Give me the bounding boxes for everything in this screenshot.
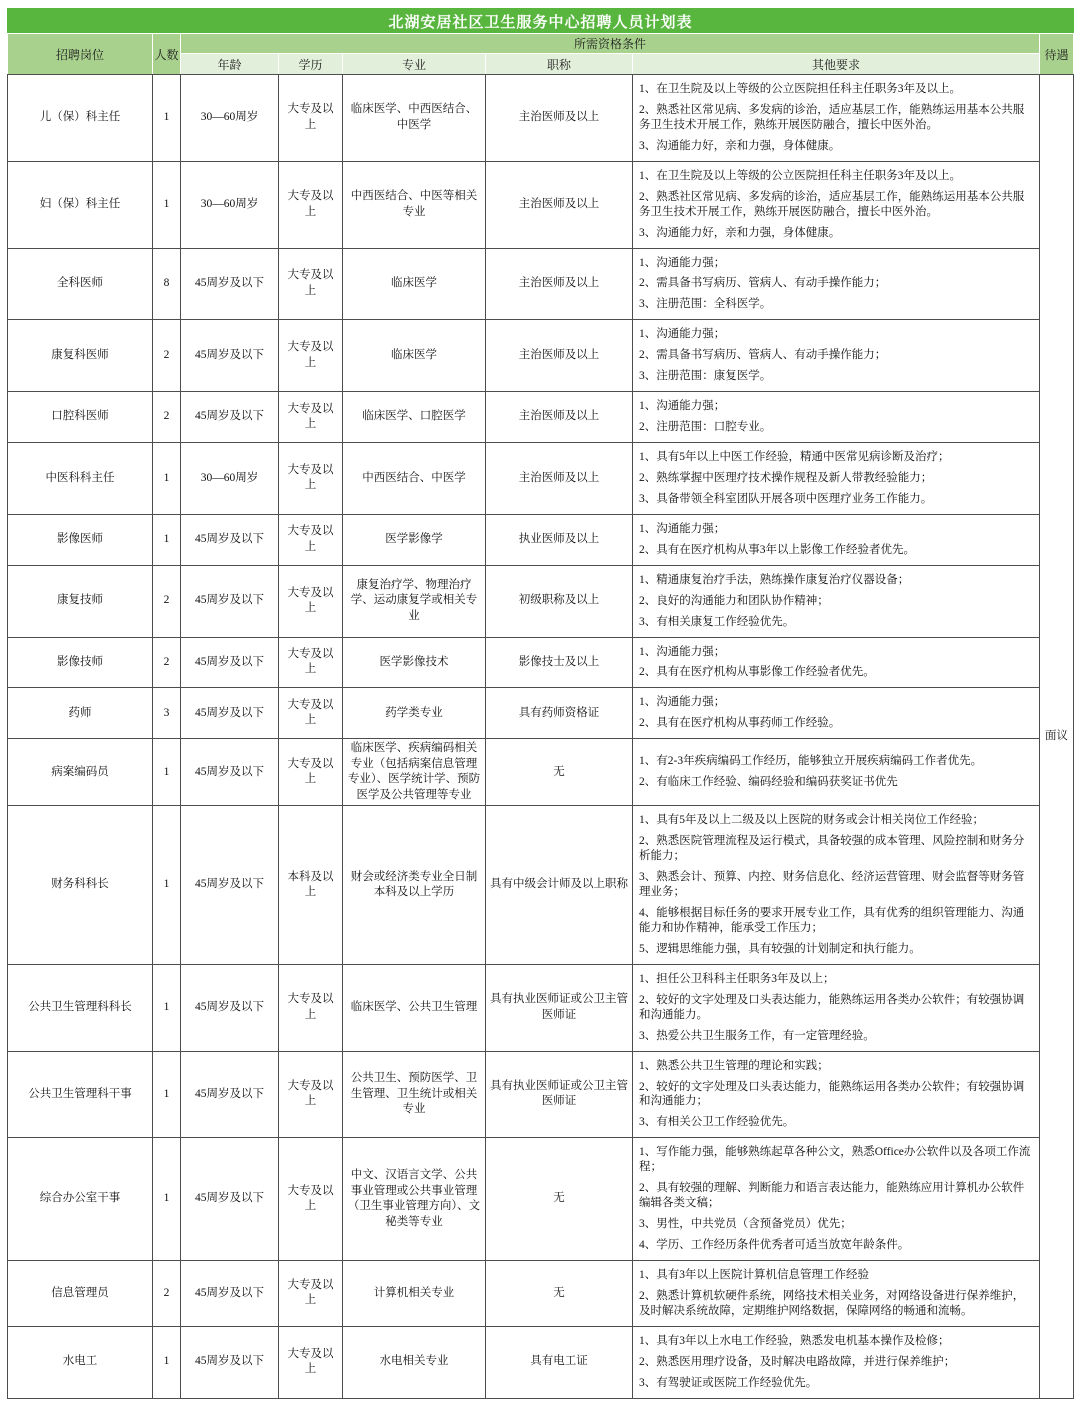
cell-count: 1 — [153, 739, 181, 806]
cell-major: 医学影像学 — [343, 514, 486, 565]
cell-major: 临床医学、公共卫生管理 — [343, 964, 486, 1051]
cell-education: 大专及以上 — [279, 964, 343, 1051]
cell-age: 45周岁及以下 — [181, 806, 279, 965]
requirement-line: 3、有相关公卫工作经验优先。 — [639, 1116, 795, 1129]
col-header-compensation: 待遇 — [1040, 34, 1074, 75]
cell-major: 公共卫生、预防医学、卫生管理、卫生统计或相关专业 — [343, 1051, 486, 1138]
requirement-line: 2、熟悉社区常见病、多发病的诊治，适应基层工作，能熟练运用基本公共服务卫生技术开展工作，熟练开展医防融合，擅长中医外治。 — [639, 190, 1025, 218]
requirement-line: 1、具有5年以上中医工作经验，精通中医常见病诊断及治疗； — [639, 451, 950, 463]
cell-age: 45周岁及以下 — [181, 392, 279, 443]
cell-professional-title: 具有药师资格证 — [486, 688, 633, 739]
cell-education: 大专及以上 — [279, 248, 343, 320]
cell-education: 大专及以上 — [279, 161, 343, 248]
table-row — [8, 637, 1074, 688]
cell-count: 2 — [153, 637, 181, 688]
cell-requirements — [633, 1326, 1040, 1398]
cell-requirements — [633, 688, 1040, 739]
cell-count: 1 — [153, 161, 181, 248]
cell-position: 中医科科主任 — [8, 443, 153, 515]
cell-position: 影像技师 — [8, 637, 153, 688]
requirement-line: 1、有2-3年疾病编码工作经历，能够独立开展疾病编码工作者优先。 — [639, 755, 983, 768]
cell-count: 2 — [153, 320, 181, 392]
cell-count: 2 — [153, 392, 181, 443]
requirement-line: 3、注册范围：康复医学。 — [639, 370, 772, 383]
cell-count: 1 — [153, 1051, 181, 1138]
cell-count: 1 — [153, 964, 181, 1051]
cell-professional-title: 无 — [486, 1260, 633, 1326]
cell-education: 大专及以上 — [279, 1260, 343, 1326]
cell-education: 大专及以上 — [279, 565, 343, 637]
cell-major: 康复治疗学、物理治疗学、运动康复学或相关专业 — [343, 565, 486, 637]
cell-education: 大专及以上 — [279, 75, 343, 162]
requirement-line: 3、有驾驶证或医院工作经验优先。 — [639, 1376, 818, 1389]
cell-requirements — [633, 248, 1040, 320]
cell-professional-title: 无 — [486, 1138, 633, 1261]
cell-requirements — [633, 443, 1040, 515]
requirement-line: 3、沟通能力好，亲和力强，身体健康。 — [639, 139, 841, 152]
cell-position: 公共卫生管理科科长 — [8, 964, 153, 1051]
cell-position: 公共卫生管理科干事 — [8, 1051, 153, 1138]
cell-education: 大专及以上 — [279, 443, 343, 515]
requirement-line: 2、良好的沟通能力和团队协作精神； — [639, 594, 829, 607]
requirement-line: 2、熟悉医用理疗设备，及时解决电路故障，并进行保养维护； — [639, 1355, 956, 1368]
cell-professional-title: 初级职称及以上 — [486, 565, 633, 637]
requirement-line: 2、需具备书写病历、管病人、有动手操作能力； — [639, 277, 887, 290]
cell-requirements — [633, 1260, 1040, 1326]
cell-position: 综合办公室干事 — [8, 1138, 153, 1261]
cell-major: 中西医结合、中医等相关专业 — [343, 161, 486, 248]
cell-professional-title: 主治医师及以上 — [486, 392, 633, 443]
cell-major: 临床医学、中西医结合、中医学 — [343, 75, 486, 162]
requirement-line: 1、写作能力强，能够熟练起草各种公文，熟悉Office办公软件以及各项工作流程； — [639, 1146, 1031, 1174]
cell-professional-title: 具有中级会计师及以上职称 — [486, 806, 633, 965]
cell-age: 45周岁及以下 — [181, 514, 279, 565]
cell-age: 45周岁及以下 — [181, 637, 279, 688]
requirement-line: 3、熟悉会计、预算、内控、财务信息化、经济运营管理、财会监督等财务管理业务； — [639, 871, 1025, 899]
cell-major: 财会或经济类专业全日制本科及以上学历 — [343, 806, 486, 965]
requirement-line: 1、沟通能力强； — [639, 645, 726, 658]
requirement-line: 4、学历、工作经历条件优秀者可适当放宽年龄条件。 — [639, 1239, 910, 1251]
col-header-other-requirements: 其他要求 — [633, 54, 1040, 75]
requirement-line: 2、较好的文字处理及口头表达能力，能熟练运用各类办公软件；有较强协调和沟通能力； — [639, 1080, 1025, 1108]
table-row — [8, 806, 1074, 965]
table-title: 北湖安居社区卫生服务中心招聘人员计划表 — [8, 9, 1074, 34]
cell-position: 影像医师 — [8, 514, 153, 565]
cell-professional-title: 主治医师及以上 — [486, 443, 633, 515]
requirement-line: 1、沟通能力强； — [639, 256, 726, 269]
col-header-professional-title: 职称 — [486, 54, 633, 75]
cell-count: 2 — [153, 565, 181, 637]
header-row — [8, 34, 1074, 54]
cell-professional-title: 主治医师及以上 — [486, 248, 633, 320]
table-row — [8, 739, 1074, 806]
cell-education: 大专及以上 — [279, 1051, 343, 1138]
cell-position: 口腔科医师 — [8, 392, 153, 443]
requirement-line: 3、有相关康复工作经验优先。 — [639, 615, 795, 628]
cell-count: 2 — [153, 1260, 181, 1326]
table-header — [8, 9, 1074, 75]
cell-age: 45周岁及以下 — [181, 688, 279, 739]
cell-requirements — [633, 75, 1040, 162]
cell-position: 信息管理员 — [8, 1260, 153, 1326]
cell-requirements — [633, 806, 1040, 965]
cell-age: 45周岁及以下 — [181, 1138, 279, 1261]
cell-position: 药师 — [8, 688, 153, 739]
cell-count: 1 — [153, 443, 181, 515]
cell-education: 大专及以上 — [279, 514, 343, 565]
cell-compensation: 面议 — [1040, 75, 1074, 1399]
col-header-education: 学历 — [279, 54, 343, 75]
cell-position: 康复技师 — [8, 565, 153, 637]
requirement-line: 3、注册范围：全科医学。 — [639, 298, 772, 311]
requirement-line: 2、需具备书写病历、管病人、有动手操作能力； — [639, 349, 887, 362]
cell-education: 大专及以上 — [279, 688, 343, 739]
requirement-line: 2、具有在医疗机构从事药师工作经验。 — [639, 717, 841, 730]
table-row — [8, 1051, 1074, 1138]
table-row — [8, 75, 1074, 162]
cell-professional-title: 无 — [486, 739, 633, 806]
cell-education: 大专及以上 — [279, 739, 343, 806]
cell-age: 45周岁及以下 — [181, 320, 279, 392]
requirement-line: 2、注册范围：口腔专业。 — [639, 421, 772, 434]
cell-requirements — [633, 161, 1040, 248]
cell-age: 45周岁及以下 — [181, 739, 279, 806]
table-row — [8, 964, 1074, 1051]
requirement-line: 1、沟通能力强； — [639, 522, 726, 535]
cell-professional-title: 具有执业医师证或公卫主管医师证 — [486, 964, 633, 1051]
requirement-line: 1、具有5年及以上二级及以上医院的财务或会计相关岗位工作经验； — [639, 814, 984, 827]
cell-count: 3 — [153, 688, 181, 739]
cell-requirements — [633, 637, 1040, 688]
table-row — [8, 161, 1074, 248]
requirement-line: 2、具有在医疗机构从事3年以上影像工作经验者优先。 — [639, 543, 915, 556]
cell-count: 1 — [153, 1326, 181, 1398]
cell-requirements — [633, 320, 1040, 392]
cell-age: 45周岁及以下 — [181, 1051, 279, 1138]
requirement-line: 2、有临床工作经验、编码经验和编码获奖证书优先 — [639, 776, 898, 789]
cell-professional-title: 影像技士及以上 — [486, 637, 633, 688]
cell-education: 大专及以上 — [279, 637, 343, 688]
cell-position: 康复科医师 — [8, 320, 153, 392]
title-row — [8, 9, 1074, 34]
requirement-line: 1、具有3年以上医院计算机信息管理工作经验 — [639, 1268, 869, 1281]
cell-count: 1 — [153, 514, 181, 565]
cell-major: 水电相关专业 — [343, 1326, 486, 1398]
cell-count: 1 — [153, 75, 181, 162]
recruitment-table — [7, 8, 1074, 1399]
cell-position: 妇（保）科主任 — [8, 161, 153, 248]
col-header-major: 专业 — [343, 54, 486, 75]
cell-education: 本科及以上 — [279, 806, 343, 965]
requirement-line: 2、熟练掌握中医理疗技术操作规程及新人带教经验能力； — [639, 471, 933, 484]
cell-position: 全科医师 — [8, 248, 153, 320]
requirement-line: 1、担任公卫科科主任职务3年及以上； — [639, 972, 835, 985]
table-row — [8, 392, 1074, 443]
col-header-position: 招聘岗位 — [8, 34, 153, 75]
table-row — [8, 1326, 1074, 1398]
cell-age: 45周岁及以下 — [181, 1326, 279, 1398]
cell-major: 临床医学 — [343, 248, 486, 320]
table-row — [8, 514, 1074, 565]
cell-requirements — [633, 1138, 1040, 1261]
cell-professional-title: 具有电工证 — [486, 1326, 633, 1398]
requirement-line: 2、熟悉医院管理流程及运行模式，具备较强的成本管理、风险控制和财务分析能力； — [639, 835, 1025, 863]
table-row — [8, 565, 1074, 637]
cell-requirements — [633, 1051, 1040, 1138]
cell-position: 水电工 — [8, 1326, 153, 1398]
requirement-line: 2、较好的文字处理及口头表达能力，能熟练运用各类办公软件；有较强协调和沟通能力。 — [639, 993, 1025, 1021]
cell-requirements — [633, 392, 1040, 443]
cell-major: 医学影像技术 — [343, 637, 486, 688]
cell-age: 45周岁及以下 — [181, 248, 279, 320]
requirement-line: 2、具有在医疗机构从事影像工作经验者优先。 — [639, 666, 875, 679]
col-header-qualifications: 所需资格条件 — [181, 34, 1040, 54]
cell-requirements — [633, 739, 1040, 806]
cell-major: 计算机相关专业 — [343, 1260, 486, 1326]
cell-count: 8 — [153, 248, 181, 320]
requirement-line: 2、具有较强的理解、判断能力和语言表达能力，能熟练应用计算机办公软件编辑各类文稿； — [639, 1182, 1025, 1210]
table-row — [8, 320, 1074, 392]
cell-position: 财务科科长 — [8, 806, 153, 965]
cell-education: 大专及以上 — [279, 1138, 343, 1261]
cell-major: 临床医学 — [343, 320, 486, 392]
requirement-line: 1、沟通能力强； — [639, 400, 726, 413]
requirement-line: 1、具有3年以上水电工作经验，熟悉发电机基本操作及检修； — [639, 1334, 950, 1347]
col-header-age: 年龄 — [181, 54, 279, 75]
requirement-line: 1、在卫生院及以上等级的公立医院担任科主任职务3年及以上。 — [639, 169, 961, 182]
table-row — [8, 1138, 1074, 1261]
requirement-line: 2、熟悉计算机软硬件系统，网络技术相关业务，对网络设备进行保养维护，及时解决系统故障，定期维护网络数据，保障网络的畅通和流畅。 — [639, 1289, 1025, 1317]
cell-age: 45周岁及以下 — [181, 964, 279, 1051]
cell-age: 30—60周岁 — [181, 75, 279, 162]
cell-age: 30—60周岁 — [181, 161, 279, 248]
table-row — [8, 688, 1074, 739]
cell-age: 45周岁及以下 — [181, 1260, 279, 1326]
cell-major: 中文、汉语言文学、公共事业管理或公共事业管理（卫生事业管理方向）、文秘类等专业 — [343, 1138, 486, 1261]
requirement-line: 1、熟悉公共卫生管理的理论和实践； — [639, 1059, 829, 1072]
cell-professional-title: 主治医师及以上 — [486, 75, 633, 162]
table-row — [8, 443, 1074, 515]
cell-count: 1 — [153, 806, 181, 965]
cell-age: 30—60周岁 — [181, 443, 279, 515]
requirement-line: 3、热爱公共卫生服务工作，有一定管理经验。 — [639, 1029, 875, 1042]
col-header-count: 人数 — [153, 34, 181, 75]
cell-education: 大专及以上 — [279, 392, 343, 443]
requirement-line: 1、精通康复治疗手法，熟练操作康复治疗仪器设备； — [639, 573, 910, 586]
cell-professional-title: 具有执业医师证或公卫主管医师证 — [486, 1051, 633, 1138]
cell-major: 药学类专业 — [343, 688, 486, 739]
requirement-line: 1、沟通能力强； — [639, 328, 726, 341]
table-row — [8, 248, 1074, 320]
cell-position: 儿（保）科主任 — [8, 75, 153, 162]
requirement-line: 3、男性，中共党员（含预备党员）优先； — [639, 1218, 852, 1231]
cell-major: 中西医结合、中医学 — [343, 443, 486, 515]
requirement-line: 5、逻辑思维能力强，具有较强的计划制定和执行能力。 — [639, 942, 921, 955]
requirement-line: 3、沟通能力好，亲和力强，身体健康。 — [639, 226, 841, 239]
cell-professional-title: 执业医师及以上 — [486, 514, 633, 565]
requirement-line: 1、在卫生院及以上等级的公立医院担任科主任职务3年及以上。 — [639, 83, 961, 95]
cell-position: 病案编码员 — [8, 739, 153, 806]
cell-professional-title: 主治医师及以上 — [486, 320, 633, 392]
cell-education: 大专及以上 — [279, 320, 343, 392]
table-row — [8, 1260, 1074, 1326]
cell-requirements — [633, 514, 1040, 565]
table-body — [8, 75, 1074, 1399]
cell-education: 大专及以上 — [279, 1326, 343, 1398]
requirement-line: 2、熟悉社区常见病、多发病的诊治，适应基层工作，能熟练运用基本公共服务卫生技术开展工作，熟练开展医防融合，擅长中医外治。 — [639, 103, 1025, 131]
cell-requirements — [633, 964, 1040, 1051]
cell-count: 1 — [153, 1138, 181, 1261]
cell-requirements — [633, 565, 1040, 637]
cell-major: 临床医学、口腔医学 — [343, 392, 486, 443]
requirement-line: 3、具备带领全科室团队开展各项中医理疗业务工作能力。 — [639, 492, 933, 505]
cell-professional-title: 主治医师及以上 — [486, 161, 633, 248]
requirement-line: 4、能够根据目标任务的要求开展专业工作，具有优秀的组织管理能力、沟通能力和协作精神，能承受工作压力； — [639, 907, 1025, 934]
cell-major: 临床医学、疾病编码相关专业（包括病案信息管理专业）、医学统计学、预防医学及公共管理等专业 — [343, 739, 486, 806]
cell-age: 45周岁及以下 — [181, 565, 279, 637]
requirement-line: 1、沟通能力强； — [639, 696, 726, 709]
